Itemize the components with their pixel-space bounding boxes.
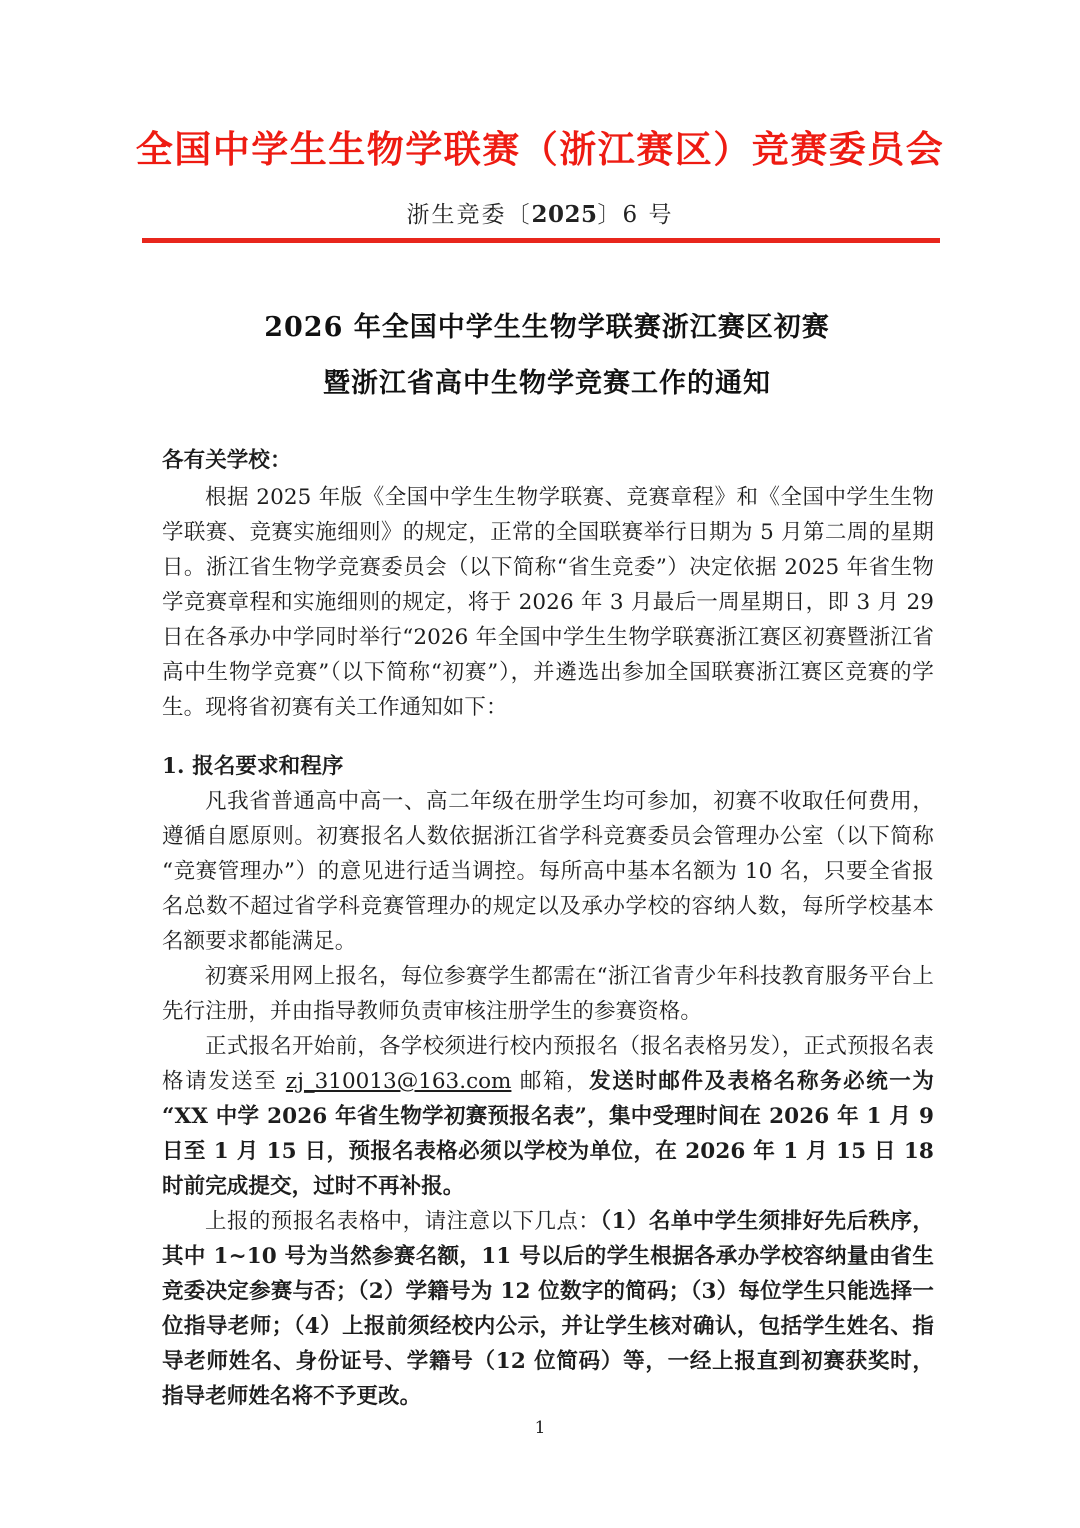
- document-title-line-2: 暨浙江省高中生物学竞赛工作的通知: [323, 368, 771, 399]
- document-number: [0, 196, 1080, 229]
- document-number-suffix: 〕6 号: [597, 202, 674, 228]
- document-title-line-1: 2026 年全国中学生生物学联赛浙江赛区初赛: [264, 312, 830, 343]
- salutation: 各有关学校：: [162, 448, 292, 473]
- paragraph-background: 根据 2025 年版《全国中学生生物学联赛、竞赛章程》和《全国中学生生物学联赛、竞赛实施细则》的规定，正常的全国联赛举行日期为 5 月第二周的星期日。浙江省生物学竞赛委员会（以下简称“省生竞委”）决定依据 2025 年省生物学竞赛章程和实施细则的规定，将于 2026 年 3 月最后一周星期日，即 3 月 29 日在各承办中学同时举行“2026 年全国中学生生物学联赛浙江赛区初赛暨浙江省高中生物学竞赛”（以下简称“初赛”），并遴选出参加全国联赛浙江赛区竞赛的学生。现将省初赛有关工作通知如下：: [162, 485, 934, 720]
- paragraph-online-registration: 初赛采用网上报名，每位参赛学生都需在“浙江省青少年科技教育服务平台上先行注册，并由指导教师负责审核注册学生的参赛资格。: [162, 964, 934, 1024]
- document-title: [162, 300, 932, 412]
- masthead: [0, 128, 1080, 171]
- contact-email-link[interactable]: zj_310013@163.com: [285, 1069, 512, 1094]
- paragraph-eligibility: 凡我省普通高中高一、高二年级在册学生均可参加，初赛不收取任何费用，遵循自愿原则。初赛报名人数依据浙江省学科竞赛委员会管理办公室（以下简称“竞赛管理办”）的意见进行适当调控。每所高中基本名额为 10 名，只要全省报名总数不超过省学科竞赛管理办的规定以及承办学校的容纳人数，每所学校基本名额要求都能满足。: [162, 789, 934, 954]
- document-number-year: 2025: [531, 201, 598, 228]
- document-body: [162, 443, 934, 1414]
- form-notes-bold-list: （1）名单中学生须排好先后秩序，其中 1~10 号为当然参赛名额，11 号以后的学生根据各承办学校容纳量由省生竞委决定参赛与否；（2）学籍号为 12 位数字的简码；（3）每位学生只能选择一位指导老师；（4）上报前须经校内公示，并让学生核对确认，包括学生姓名、指导老师姓名、身份证号、学籍号（12 位简码）等，一经上报直到初赛获奖时，指导老师姓名将不予更改。: [162, 1209, 934, 1409]
- paragraph-form-notes: [162, 1204, 934, 1414]
- issuing-organization-title: 全国中学生生物学联赛（浙江赛区）竞赛委员会: [135, 127, 945, 171]
- pre-registration-plain-prefix: 正式报名开始前，各学校须进行校内预报名（报名表格另发），正式预报名表格请发送至: [162, 1034, 934, 1094]
- pre-registration-plain-mid: 邮箱，: [511, 1069, 590, 1094]
- pre-registration-bold-requirements: 发送时邮件及表格名称务必统一为“XX 中学 2026 年省生物学初赛预报名表”，集中受理时间在 2026 年 1 月 9 日至 1 月 15 日，预报名表格必须以学校为单位，在 2026 年 1 月 15 日 18 时前完成提交，过时不再补报。: [162, 1069, 934, 1199]
- red-divider-rule: [142, 238, 940, 243]
- page-number: 1: [534, 1418, 546, 1438]
- paragraph-pre-registration: [162, 1029, 934, 1204]
- form-notes-plain-prefix: 上报的预报名表格中，请注意以下几点：: [205, 1209, 601, 1234]
- document-number-prefix: 浙生竞委〔: [406, 202, 532, 228]
- section-heading-1: 1. 报名要求和程序: [162, 754, 344, 779]
